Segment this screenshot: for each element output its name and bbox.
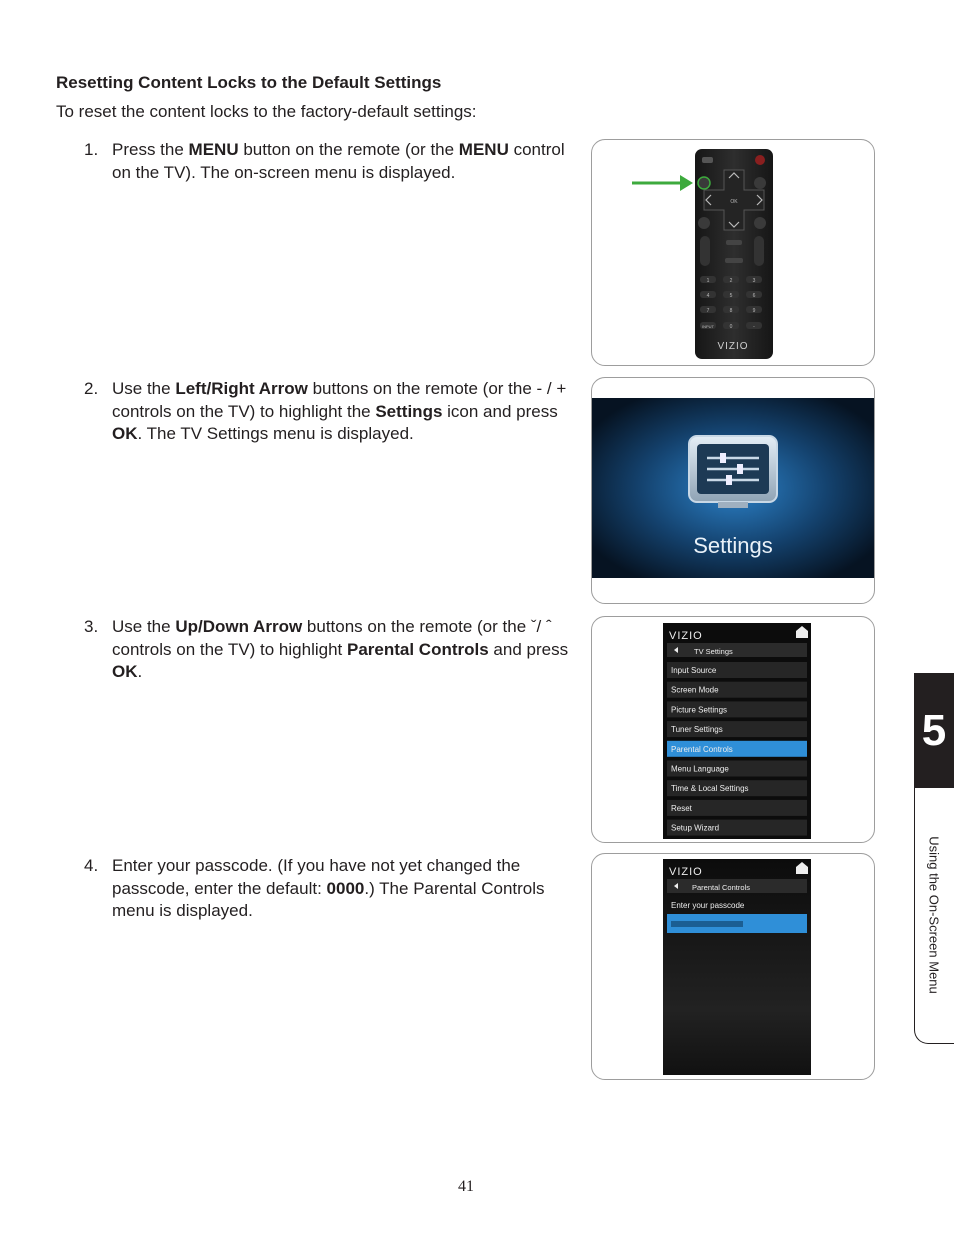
step-text: Use the Up/Down Arrow buttons on the remote (or the ˇ/ ˆ controls on the TV) to highlight Parental Controls and press OK. <box>112 617 569 681</box>
step-2 <box>84 378 570 446</box>
tv-settings-svg <box>592 617 875 843</box>
step-number: 2. <box>84 379 99 398</box>
vizio-logo: VIZIO <box>669 866 703 878</box>
slider-knob <box>726 475 732 485</box>
power-button-icon <box>755 155 765 165</box>
num-3: 3 <box>752 278 756 284</box>
step-1 <box>84 139 570 184</box>
volume-rocker <box>700 236 710 266</box>
menu-item-label: Picture Settings <box>671 705 728 715</box>
info-button <box>754 217 766 229</box>
step-number: 3. <box>84 617 99 636</box>
remote-svg <box>592 140 875 366</box>
dash-label: - <box>753 324 755 330</box>
channel-rocker <box>754 236 764 266</box>
input-label: INPUT <box>702 324 714 329</box>
num-8: 8 <box>729 308 733 314</box>
step-number: 1. <box>84 140 99 159</box>
last-button <box>725 258 743 263</box>
menu-item-label: Reset <box>671 803 692 813</box>
step-text: Enter your passcode. (If you have not yet changed the passcode, enter the default: 0000.) The Parental Controls menu is displayed. <box>112 856 545 920</box>
vizio-logo: VIZIO <box>669 630 703 642</box>
tv-settings-illustration <box>591 616 875 843</box>
menu-item-label: Setup Wizard <box>671 823 720 833</box>
num-1: 1 <box>706 278 710 284</box>
num-5: 5 <box>729 293 733 299</box>
step-4 <box>84 855 570 923</box>
settings-label: Settings <box>693 533 773 558</box>
menu-item-label: Time & Local Settings <box>671 784 749 794</box>
page-number: 41 <box>458 1178 474 1195</box>
num-0: 0 <box>729 324 733 330</box>
guide-button <box>698 217 710 229</box>
chapter-label: Using the On-Screen Menu <box>926 836 942 994</box>
ok-label: OK <box>730 199 738 205</box>
step-text: Press the MENU button on the remote (or the MENU control on the TV). The on-screen menu is displayed. <box>112 140 565 182</box>
step-3 <box>84 616 570 684</box>
menu-item-label: Tuner Settings <box>671 725 723 735</box>
menu-item-label: Menu Language <box>671 764 729 774</box>
remote-brand-logo: VIZIO <box>717 341 749 352</box>
settings-screen-illustration <box>591 377 875 604</box>
intro-text: To reset the content locks to the factory-default settings: <box>56 102 477 121</box>
menu-item-label: Input Source <box>671 666 717 675</box>
mute-button <box>726 240 742 245</box>
exit-button <box>754 177 766 189</box>
step-number: 4. <box>84 856 99 875</box>
menu-item-label: Parental Controls <box>671 744 733 754</box>
num-4: 4 <box>706 293 710 299</box>
menu-button <box>698 177 710 189</box>
menu-title: TV Settings <box>694 647 733 656</box>
monitor-stand <box>718 502 748 508</box>
input-button <box>702 157 713 163</box>
slider-knob <box>737 464 743 474</box>
menu-item-label: Screen Mode <box>671 685 719 695</box>
parental-title: Parental Controls <box>692 883 750 892</box>
passcode-input <box>671 921 743 927</box>
section-heading: Resetting Content Locks to the Default Settings <box>56 73 442 92</box>
num-6: 6 <box>752 293 756 299</box>
pointer-arrow-icon <box>680 175 693 191</box>
passcode-prompt: Enter your passcode <box>671 901 745 910</box>
num-2: 2 <box>729 278 733 284</box>
parental-svg <box>592 854 875 1080</box>
parental-controls-illustration <box>591 853 875 1080</box>
num-9: 9 <box>752 308 756 314</box>
settings-svg <box>592 378 875 604</box>
menu-title-bar <box>667 643 807 657</box>
remote-illustration <box>591 139 875 366</box>
step-text: Use the Left/Right Arrow buttons on the remote (or the - / + controls on the TV) to highlight the Settings icon and press OK. The TV Settings menu is displayed. <box>112 379 567 443</box>
chapter-tab: 5 <box>914 673 954 788</box>
slider-knob <box>720 453 726 463</box>
num-7: 7 <box>706 308 710 314</box>
